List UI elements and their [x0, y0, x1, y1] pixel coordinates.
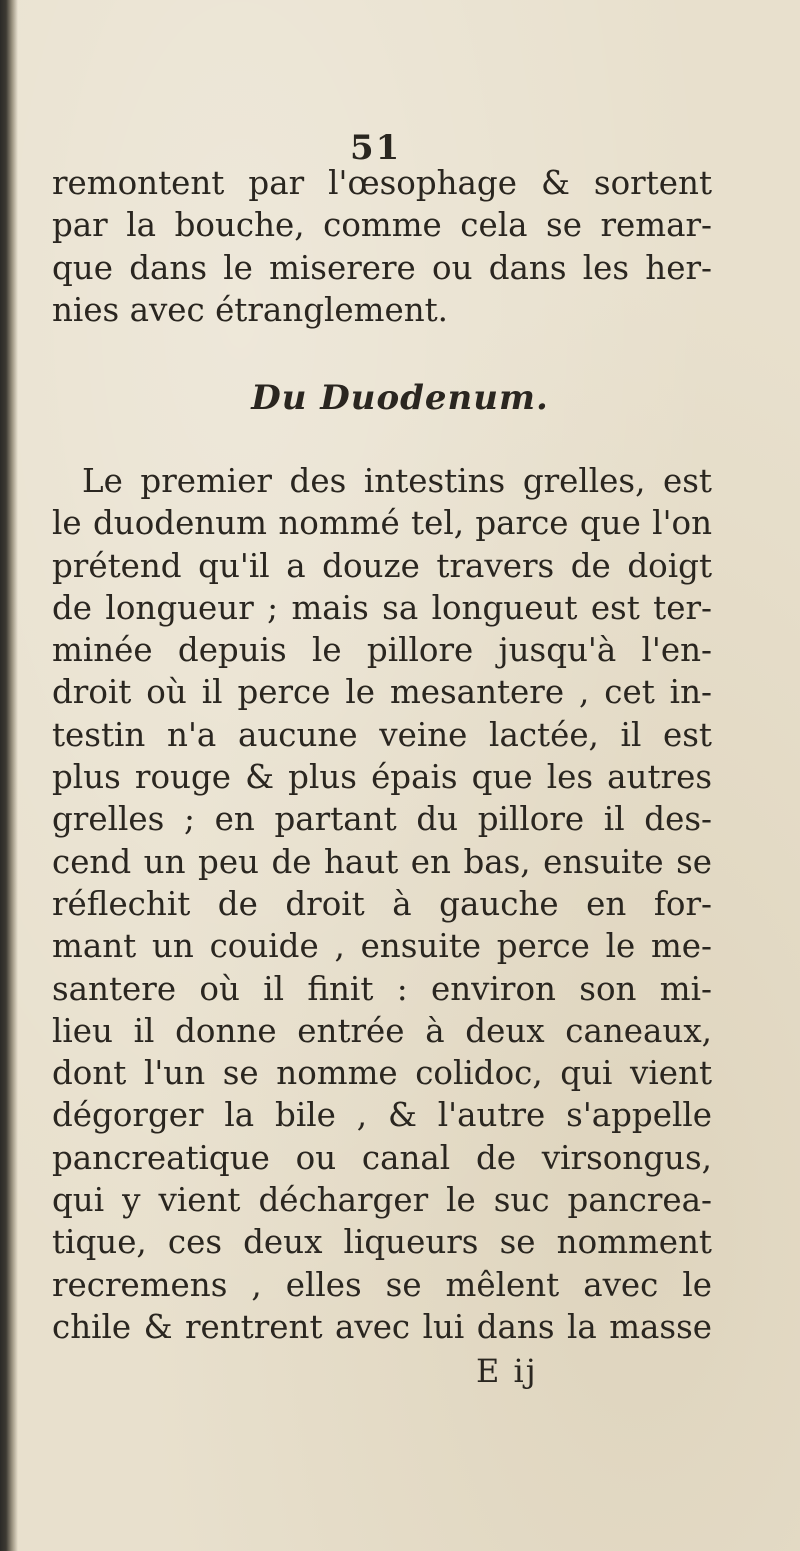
text-line: de longueur ; mais sa longueut est ter- — [52, 588, 712, 627]
text-line: dont l'un se nomme colidoc, qui vient — [52, 1054, 712, 1093]
binding-gutter — [0, 0, 18, 1551]
text-line: mant un couide , ensuite perce le me- — [52, 927, 712, 966]
text-line: santere où il finit : environ son mi- — [52, 969, 712, 1008]
main-paragraph — [52, 460, 712, 1348]
top-paragraph — [52, 162, 712, 331]
text-line: lieu il donne entrée à deux caneaux, — [52, 1011, 712, 1050]
text-line: Le premier des intestins grelles, est — [82, 462, 712, 500]
text-line: qui y vient décharger le suc pancrea- — [52, 1181, 712, 1220]
text-line: plus rouge & plus épais que les autres — [52, 758, 712, 797]
page-number: 51 — [350, 128, 402, 168]
text-line: grelles ; en partant du pillore il des- — [52, 800, 712, 839]
text-line: remontent par l'œsophage & sortent — [52, 164, 712, 202]
text-line: par la bouche, comme cela se remar- — [52, 206, 712, 245]
section-heading: Du Duodenum. — [251, 378, 549, 418]
text-line: chile & rentrent avec lui dans la masse — [52, 1307, 712, 1346]
text-line: que dans le miserere ou dans les her- — [52, 248, 712, 287]
text-line: cend un peu de haut en bas, ensuite se — [52, 842, 712, 881]
text-line: tique, ces deux liqueurs se nomment — [52, 1223, 712, 1262]
text-line: prétend qu'il a douze travers de doigt — [52, 546, 712, 585]
signature-mark: E ij — [476, 1352, 538, 1390]
text-line: recremens , elles se mêlent avec le — [52, 1265, 712, 1304]
text-line: dégorger la bile , & l'autre s'appelle — [52, 1096, 712, 1135]
text-line: nies avec étranglement. — [52, 290, 449, 329]
text-line: droit où il perce le mesantere , cet in- — [52, 673, 712, 712]
text-line: réflechit de droit à gauche en for- — [52, 884, 712, 923]
text-line: pancreatique ou canal de virsongus, — [52, 1138, 712, 1177]
text-line: testin n'a aucune veine lactée, il est — [52, 715, 712, 754]
text-line: minée depuis le pillore jusqu'à l'en- — [52, 631, 712, 670]
text-line: le duodenum nommé tel, parce que l'on — [52, 504, 712, 543]
